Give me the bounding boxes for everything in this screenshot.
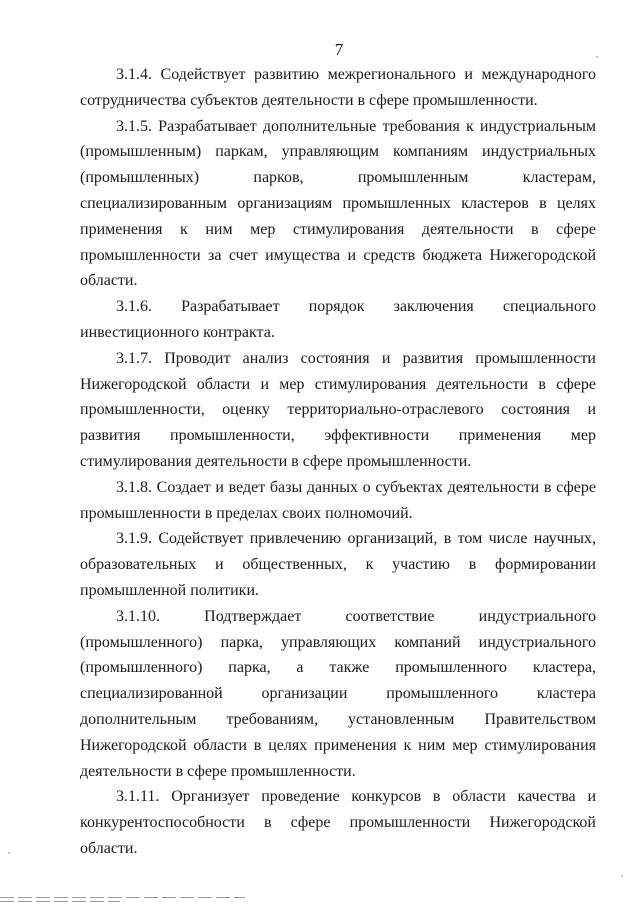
scan-speck — [596, 56, 598, 58]
paragraph-3-1-8: 3.1.8. Создает и ведет базы данных о субъектах деятельности в сфере промышленности в пределах своих полномочий. — [80, 478, 596, 522]
paragraph-3-1-11: 3.1.11. Организует проведение конкурсов в области качества и конкурентоспособности в сфере промышленности Нижегородской области. — [80, 788, 596, 857]
paragraph-3-1-7: 3.1.7. Проводит анализ состояния и развития промышленности Нижегородской области и мер стимулирования деятельности в сфере промышленности, оценку территориально-отраслевого состояния и развития промышленности, эффективности применения мер стимулирования деятельности в сфере промышленности. — [80, 349, 596, 470]
paragraph-3-1-10: 3.1.10. Подтверждает соответствие индустриального (промышленного) парка, управляющих компаний индустриального (промышленного) парка, а также промышленного кластера, специализированной организации промышленного кластера дополнительным требованиям, установленным Правительством Нижегородской области в целях применения к ним мер стимулирования деятельности в сфере промышленности. — [80, 607, 596, 780]
paragraph-3-1-4: 3.1.4. Содействует развитию межрегионального и международного сотрудничества субъектов деятельности в сфере промышленности. — [80, 66, 596, 109]
page-number: 7 — [334, 40, 344, 59]
scan-artifact-line — [0, 901, 120, 902]
scan-speck — [621, 875, 623, 877]
paragraph-3-1-5: 3.1.5. Разрабатывает дополнительные требования к индустриальным (промышленным) паркам, управляющим компаниям индустриальных (промышленных) парков, промышленным кластерам, специализированным организациям промышленных кластеров в целях применения к ним мер стимулирования деятельности в сфере промышленности за счет имущества и средств бюджета Нижегородской области. — [80, 117, 596, 290]
document-body — [80, 62, 596, 862]
scan-speck — [8, 852, 10, 854]
paragraph-3-1-6: 3.1.6. Разрабатывает порядок заключения специального инвестиционного контракта. — [80, 298, 596, 341]
scan-artifact-line — [0, 897, 245, 898]
paragraph-3-1-9: 3.1.9. Содействует привлечению организаций, в том числе научных, образовательных и общественных, к участию в формировании промышленной политики. — [80, 530, 596, 599]
